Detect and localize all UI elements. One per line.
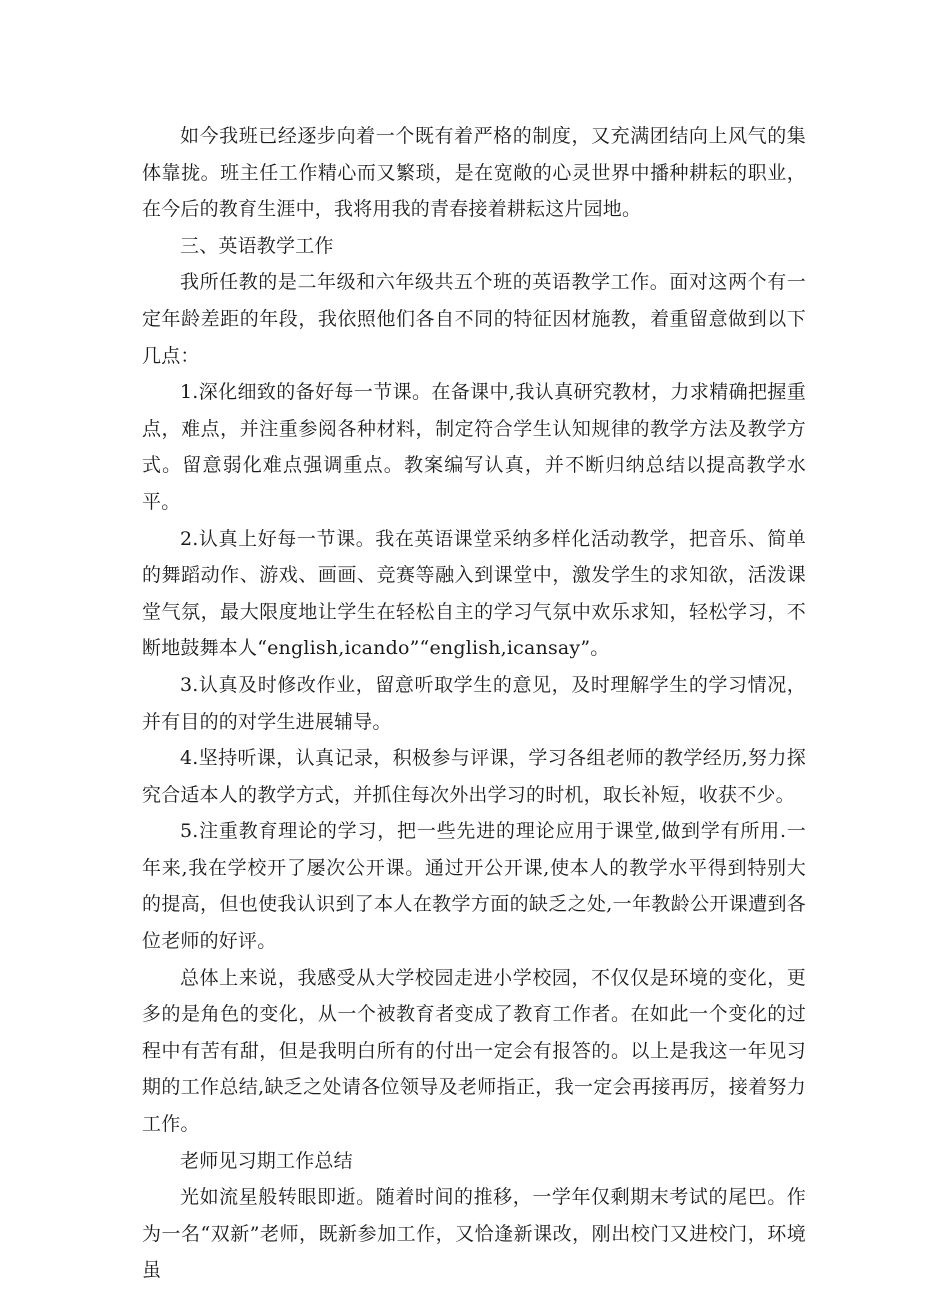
section-heading-teacher-summary: 老师见习期工作总结 xyxy=(180,1149,353,1172)
paragraph-teacher-summary-intro: 光如流星般转眼即逝。随着时间的推移，一学年仅剩期末考试的尾巴。作为一名“双新”老师，既新参加工作，又恰逢新课改，刚出校门又进校门，环境虽 xyxy=(142,1186,806,1282)
paragraph-english-intro: 我所任教的是二年级和六年级共五个班的英语教学工作。面对这两个有一定年龄差距的年段，我依照他们各自不同的特征因材施教，着重留意做到以下几点： xyxy=(142,271,806,367)
paragraph-point-1: 1.深化细致的备好每一节课。在备课中,我认真研究教材，力求精确把握重点，难点，并注重参阅各种材料，制定符合学生认知规律的教学方法及教学方式。留意弱化难点强调重点。教案编写认真，并不断归纳总结以提高教学水平。 xyxy=(142,381,806,513)
paragraph-summary: 总体上来说，我感受从大学校园走进小学校园，不仅仅是环境的变化，更多的是角色的变化，从一个被教育者变成了教育工作者。在如此一个变化的过程中有苦有甜，但是我明白所有的付出一定会有报答的。以上是我这一年见习期的工作总结,缺乏之处请各位领导及老师指正，我一定会再接再厉，接着努力工作。 xyxy=(142,966,806,1136)
section-heading-english-teaching: 三、英语教学工作 xyxy=(180,234,334,257)
paragraph-point-3: 3.认真及时修改作业，留意听取学生的意见，及时理解学生的学习情况，并有目的的对学生进展辅导。 xyxy=(142,673,806,733)
paragraph-point-5: 5.注重教育理论的学习，把一些先进的理论应用于课堂,做到学有所用.一年来,我在学校开了屡次公开课。通过开公开课,使本人的教学水平得到特别大的提高，但也使我认识到了本人在教学方面的缺乏之处,一年教龄公开课遭到各位老师的好评。 xyxy=(142,820,806,953)
document-body xyxy=(142,118,806,1289)
paragraph-class-progress: 如今我班已经逐步向着一个既有着严格的制度，又充满团结向上风气的集体靠拢。班主任工作精心而又繁琐，是在宽敞的心灵世界中播种耕耘的职业，在今后的教育生涯中，我将用我的青春接着耕耘这片园地。 xyxy=(142,125,806,221)
paragraph-point-4: 4.坚持听课，认真记录，积极参与评课，学习各组老师的教学经历,努力探究合适本人的教学方式，并抓住每次外出学习的时机，取长补短，收获不少。 xyxy=(142,747,806,806)
paragraph-point-2: 2.认真上好每一节课。我在英语课堂采纳多样化活动教学，把音乐、简单的舞蹈动作、游戏、画画、竞赛等融入到课堂中，激发学生的求知欲，活泼课堂气氛，最大限度地让学生在轻松自主的学习气氛中欢乐求知，轻松学习，不断地鼓舞本人“english,icando”“english,icansay”。 xyxy=(142,527,806,660)
